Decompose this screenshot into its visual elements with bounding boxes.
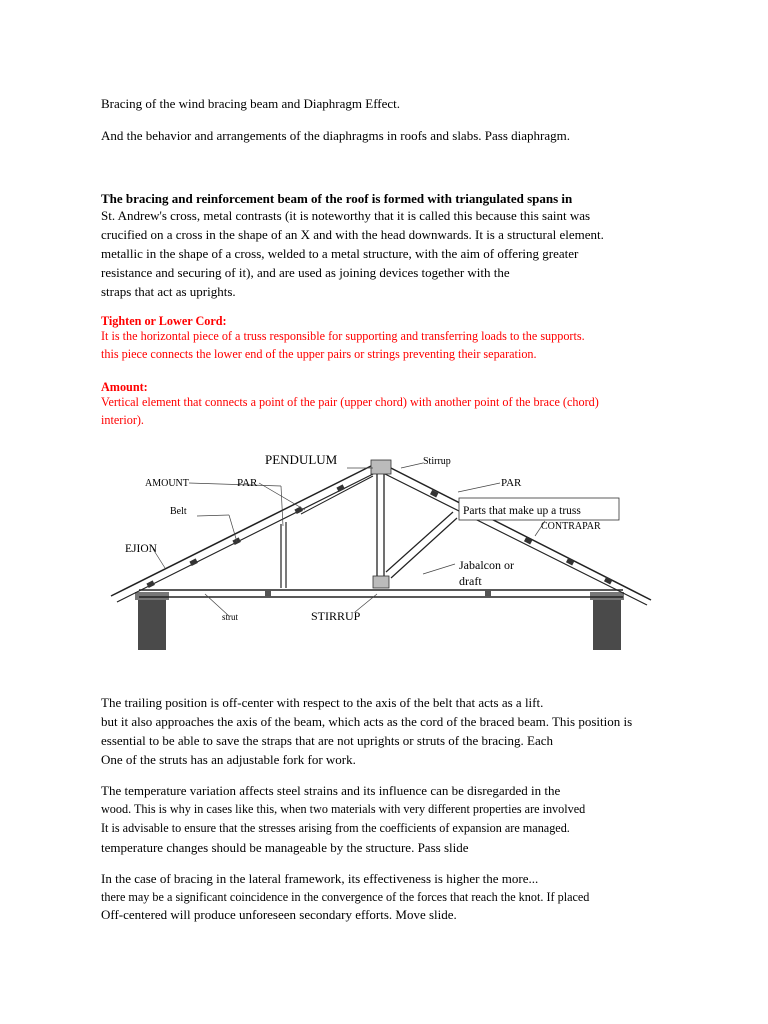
truss-diagram (105, 446, 665, 660)
bracing-line-4: resistance and securing of it), and are used as joining devices together with the (101, 265, 510, 280)
king-post (377, 474, 384, 586)
tighten-line-1: It is the horizontal piece of a truss responsible for supporting and transferring loads to the supports. (101, 329, 585, 343)
label-pendulum: PENDULUM (265, 452, 338, 467)
label-stirrup-top: Stirrup (423, 456, 451, 467)
temperature-line-3: It is advisable to ensure that the stresses arising from the coefficients of expansion are managed. (101, 821, 570, 835)
lateral-line-1: In the case of bracing in the lateral framework, its effectiveness is higher the more... (101, 871, 539, 886)
trailing-line-4: One of the struts has an adjustable fork for work. (101, 752, 356, 767)
temperature-line-1: The temperature variation affects steel strains and its influence can be disregarded in the (101, 783, 561, 798)
amount-heading: Amount: (101, 380, 148, 394)
bracing-line-1: St. Andrew's cross, metal contrasts (it is noteworthy that it is called this because this saint was (101, 208, 591, 223)
left-support (135, 592, 169, 650)
label-strut: strut (222, 612, 239, 622)
amount-line-2: interior). (101, 413, 144, 427)
label-ejion: EJION (125, 543, 157, 555)
label-belt: Belt (170, 506, 187, 517)
label-parts-box: Parts that make up a truss (463, 505, 581, 517)
lateral-line-3: Off-centered will produce unforeseen secondary efforts. Move slide. (101, 907, 457, 922)
trailing-line-2: but it also approaches the axis of the beam, which acts as the cord of the braced beam. This position is (101, 714, 633, 729)
label-par-left: PAR (237, 477, 258, 489)
tighten-line-2: this piece connects the lower end of the upper pairs or strings preventing their separation. (101, 347, 537, 361)
lower-chord (139, 590, 623, 597)
stirrup-plate (371, 460, 391, 588)
label-jabalcon-1: Jabalcon or (459, 558, 514, 572)
label-stirrup-bottom: STIRRUP (311, 609, 361, 623)
bracing-heading: The bracing and reinforcement beam of the roof is formed with triangulated spans in (101, 191, 573, 206)
bracing-line-5: straps that act as uprights. (101, 284, 236, 299)
label-jabalcon-2: draft (459, 574, 482, 588)
intro-line-1: Bracing of the wind bracing beam and Diaphragm Effect. (101, 96, 401, 111)
amount-line-1: Vertical element that connects a point of the pair (upper chord) with another point of the brace (chord) (101, 395, 599, 409)
right-support (590, 592, 624, 650)
amount-post (281, 522, 286, 588)
tighten-heading: Tighten or Lower Cord: (101, 314, 227, 328)
label-par-right: PAR (501, 477, 522, 489)
bracing-line-2: crucified on a cross in the shape of an X and with the head downwards. It is a structural element. (101, 227, 604, 242)
trailing-line-3: essential to be able to save the straps that are not uprights or struts of the bracing. Each (101, 733, 553, 748)
bracing-line-3: metallic in the shape of a cross, welded to a metal structure, with the aim of offering greater (101, 246, 579, 261)
temperature-line-4: temperature changes should be manageable by the structure. Pass slide (101, 840, 469, 855)
label-contrapar: CONTRAPAR (541, 521, 601, 532)
temperature-line-2: wood. This is why in cases like this, when two materials with very different properties are involved (101, 802, 586, 816)
label-amount: AMOUNT (145, 478, 189, 489)
lateral-line-2: there may be a significant coincidence in the convergence of the forces that reach the knot. If placed (101, 890, 590, 904)
trailing-line-1: The trailing position is off-center with respect to the axis of the belt that acts as a lift. (101, 695, 544, 710)
intro-line-2: And the behavior and arrangements of the diaphragms in roofs and slabs. Pass diaphragm. (101, 128, 570, 143)
